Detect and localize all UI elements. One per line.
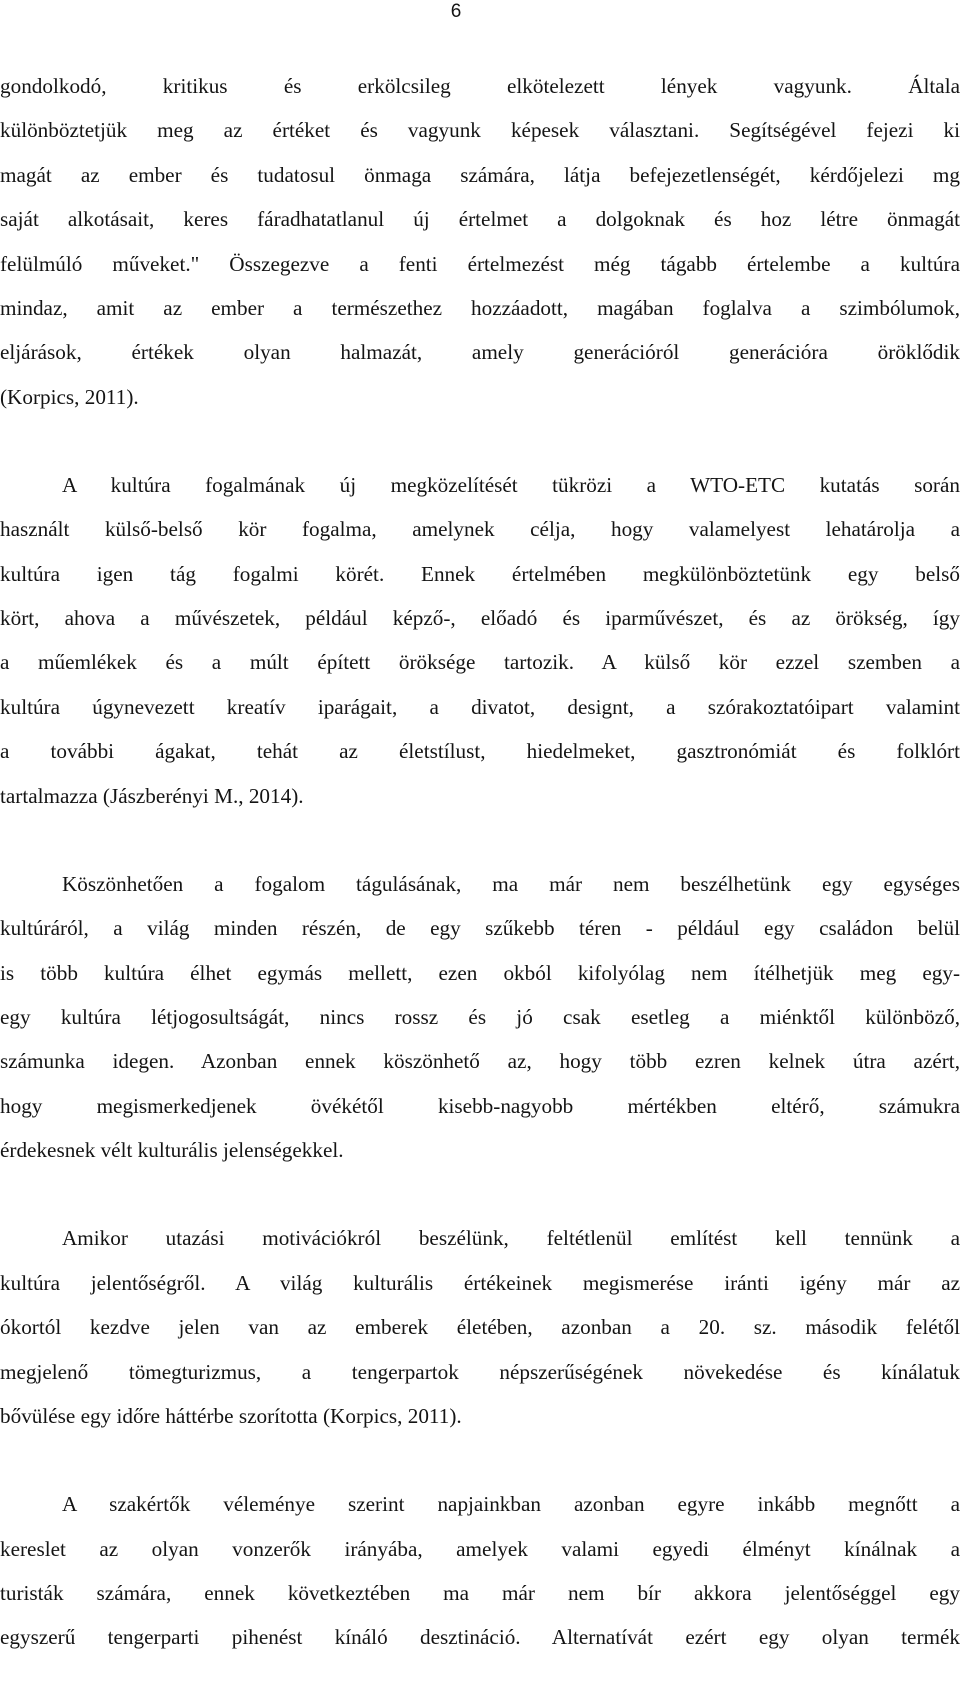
paragraph-gap	[0, 1438, 960, 1482]
text-line: kört, ahova a művészetek, például képző-, előadó és iparművészet, és az örökség, így	[0, 606, 960, 631]
text-line: kultúráról, a világ minden részén, de egy szűkebb téren - például egy családon belül	[0, 916, 960, 941]
paragraph-gap	[0, 419, 960, 463]
text-line: A kultúra fogalmának új megközelítését tükrözi a WTO-ETC kutatás során	[62, 472, 960, 497]
text-line: kultúra úgynevezett kreatív iparágait, a divatot, designt, a szórakoztatóipart valamint	[0, 694, 960, 719]
text-line: Amikor utazási motivációkról beszélünk, feltétlenül említést kell tennünk a	[62, 1226, 960, 1251]
text-line: különböztetjük meg az értéket és vagyunk képesek választani. Segítségével fejezi ki	[0, 118, 960, 143]
text-line: hogy megismerkedjenek övékétől kisebb-nagyobb mértékben eltérő, számukra	[0, 1093, 960, 1118]
text-line: mindaz, amit az ember a természethez hozzáadott, magában foglalva a szimbólumok,	[0, 295, 960, 320]
document-body	[0, 64, 960, 1660]
text-line: használt külső-belső kör fogalma, amelynek célja, hogy valamelyest lehatárolja a	[0, 517, 960, 542]
text-line: (Korpics, 2011).	[0, 384, 139, 409]
text-line: ókortól kezdve jelen van az emberek életében, azonban a 20. sz. második felétől	[0, 1315, 960, 1340]
text-line: a további ágakat, tehát az életstílust, hiedelmeket, gasztronómiát és folklórt	[0, 739, 960, 764]
text-line: tartalmazza (Jászberényi M., 2014).	[0, 783, 304, 808]
text-line: eljárások, értékek olyan halmazát, amely generációról generációra öröklődik	[0, 340, 960, 365]
text-line: kultúra igen tág fogalmi körét. Ennek értelmében megkülönböztetünk egy belső	[0, 561, 960, 586]
paragraph-5	[0, 1482, 960, 1660]
paragraph-gap	[0, 1173, 960, 1217]
text-line: is több kultúra élhet egymás mellett, ezen okból kifolyólag nem ítélhetjük meg egy-	[0, 960, 960, 985]
paragraph-3	[0, 862, 960, 1173]
text-line: magát az ember és tudatosul önmaga számára, látja befejezetlenségét, kérdőjelezi mg	[0, 162, 960, 187]
text-line: érdekesnek vélt kulturális jelenségekkel.	[0, 1138, 344, 1163]
text-line: felülmúló műveket." Összegezve a fenti értelmezést még tágabb értelembe a kultúra	[0, 251, 960, 276]
text-line: egyszerű tengerparti pihenést kínáló desztináció. Alternatívát ezért egy olyan termék	[0, 1625, 960, 1650]
text-line: saját alkotásait, keres fáradhatatlanul új értelmet a dolgoknak és hoz létre önmagát	[0, 207, 960, 232]
text-line: turisták számára, ennek következtében ma már nem bír akkora jelentőséggel egy	[0, 1580, 960, 1605]
text-line: gondolkodó, kritikus és erkölcsileg elkötelezett lények vagyunk. Általa	[0, 74, 960, 98]
page-number: 6	[450, 1, 462, 22]
paragraph-4	[0, 1216, 960, 1438]
paragraph-2	[0, 463, 960, 818]
text-line: A szakértők véleménye szerint napjainkban azonban egyre inkább megnőtt a	[62, 1492, 960, 1517]
text-line: kereslet az olyan vonzerők irányába, amelyek valami egyedi élményt kínálnak a	[0, 1536, 960, 1561]
text-line: megjelenő tömegturizmus, a tengerpartok népszerűségének növekedése és kínálatuk	[0, 1359, 960, 1384]
text-line: bővülése egy időre háttérbe szorította (Korpics, 2011).	[0, 1403, 462, 1428]
paragraph-gap	[0, 818, 960, 862]
text-line: egy kultúra létjogosultságát, nincs rossz és jó csak esetleg a miénktől különböző,	[0, 1005, 960, 1030]
text-line: számunka idegen. Azonban ennek köszönhető az, hogy több ezren kelnek útra azért,	[0, 1049, 960, 1074]
text-line: kultúra jelentőségről. A világ kulturális értékeinek megismerése iránti igény már az	[0, 1270, 960, 1295]
text-line: Köszönhetően a fogalom tágulásának, ma már nem beszélhetünk egy egységes	[62, 871, 960, 896]
paragraph-1	[0, 64, 960, 419]
text-line: a műemlékek és a múlt épített öröksége tartozik. A külső kör ezzel szemben a	[0, 650, 960, 675]
